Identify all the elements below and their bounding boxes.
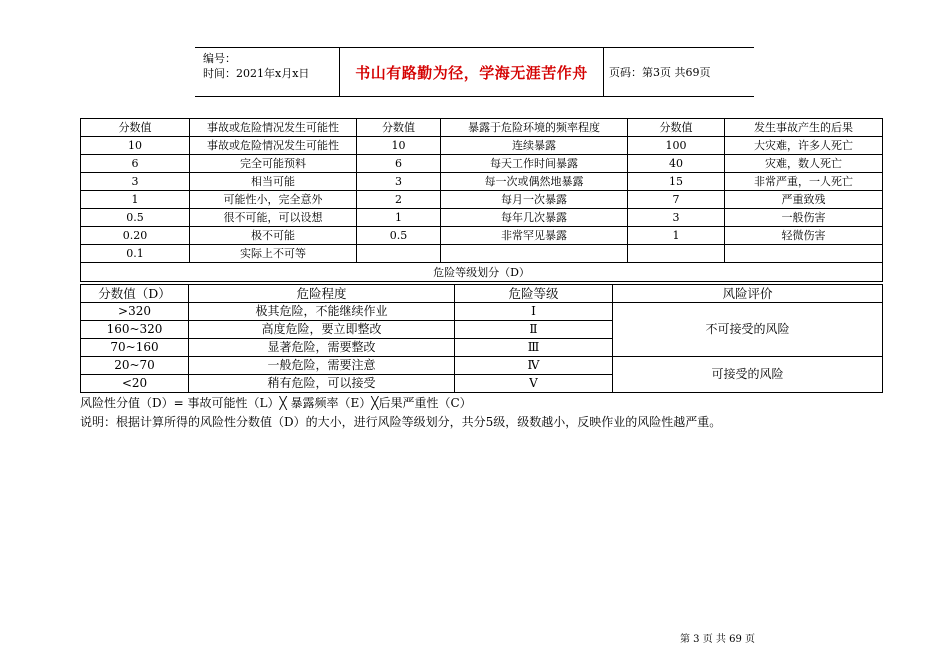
table-cell: 7 bbox=[628, 191, 725, 209]
table-cell: 3 bbox=[628, 209, 725, 227]
header-cell: 暴露于危险环境的频率程度 bbox=[441, 119, 628, 137]
table-cell bbox=[725, 245, 883, 263]
table-header-row bbox=[81, 119, 883, 137]
table-cell: 连续暴露 bbox=[441, 137, 628, 155]
table-cell: 极其危险，不能继续作业 bbox=[189, 303, 455, 321]
formula-text: 风险性分值（D）= 事故可能性（L）╳ 暴露频率（E）╳后果严重性（C） bbox=[80, 396, 472, 410]
table-cell: 非常罕见暴露 bbox=[441, 227, 628, 245]
table-row bbox=[81, 191, 883, 209]
table-cell: 每一次或偶然地暴露 bbox=[441, 173, 628, 191]
table-cell: Ⅲ bbox=[455, 339, 613, 357]
eval-acceptable: 可接受的风险 bbox=[613, 357, 883, 393]
table-cell: 严重致残 bbox=[725, 191, 883, 209]
header-cell: 分数值 bbox=[357, 119, 441, 137]
table-cell: 10 bbox=[357, 137, 441, 155]
header-cell: 危险等级 bbox=[455, 285, 613, 303]
table-cell: 极不可能 bbox=[190, 227, 357, 245]
table-row bbox=[81, 137, 883, 155]
table-row bbox=[81, 209, 883, 227]
score-table bbox=[80, 118, 883, 282]
table-cell: >320 bbox=[81, 303, 189, 321]
table-cell: 0.5 bbox=[357, 227, 441, 245]
table-cell: 可能性小，完全意外 bbox=[190, 191, 357, 209]
table-cell: 0.20 bbox=[81, 227, 190, 245]
grade-table-title: 危险等级划分（D） bbox=[81, 263, 883, 282]
table-cell: 每天工作时间暴露 bbox=[441, 155, 628, 173]
table-cell: 相当可能 bbox=[190, 173, 357, 191]
table-cell: 完全可能预料 bbox=[190, 155, 357, 173]
table-cell: 很不可能，可以设想 bbox=[190, 209, 357, 227]
header-cell: 发生事故产生的后果 bbox=[725, 119, 883, 137]
table-header-row bbox=[81, 285, 883, 303]
table-cell: 一般危险，需要注意 bbox=[189, 357, 455, 375]
table-cell: 1 bbox=[81, 191, 190, 209]
table-cell: 3 bbox=[81, 173, 190, 191]
table-cell: 1 bbox=[357, 209, 441, 227]
table-cell: 3 bbox=[357, 173, 441, 191]
table-cell: 稍有危险，可以接受 bbox=[189, 375, 455, 393]
time-label: 时间：2021年x月x日 bbox=[203, 67, 310, 80]
table-row bbox=[81, 173, 883, 191]
table-cell: 0.1 bbox=[81, 245, 190, 263]
table-cell: Ⅰ bbox=[455, 303, 613, 321]
header-cell: 分数值（D） bbox=[81, 285, 189, 303]
table-cell bbox=[357, 245, 441, 263]
table-row bbox=[81, 245, 883, 263]
table-cell bbox=[441, 245, 628, 263]
table-cell: 实际上不可等 bbox=[190, 245, 357, 263]
header-cell: 事故或危险情况发生可能性 bbox=[190, 119, 357, 137]
table-cell: <20 bbox=[81, 375, 189, 393]
grade-title-row bbox=[81, 263, 883, 282]
table-cell: 70~160 bbox=[81, 339, 189, 357]
table-cell: 10 bbox=[81, 137, 190, 155]
eval-unacceptable: 不可接受的风险 bbox=[613, 303, 883, 357]
table-row bbox=[81, 303, 883, 321]
table-cell: 显著危险，需要整改 bbox=[189, 339, 455, 357]
header-cell: 危险程度 bbox=[189, 285, 455, 303]
header-cell: 风险评价 bbox=[613, 285, 883, 303]
header-cell: 分数值 bbox=[81, 119, 190, 137]
table-row bbox=[81, 227, 883, 245]
table-cell: Ⅴ bbox=[455, 375, 613, 393]
motto: 书山有路勤为径，学海无涯苦作舟 bbox=[339, 48, 604, 96]
table-cell: 160~320 bbox=[81, 321, 189, 339]
table-cell: 每年几次暴露 bbox=[441, 209, 628, 227]
table-cell: 高度危险，要立即整改 bbox=[189, 321, 455, 339]
table-cell: 事故或危险情况发生可能性 bbox=[190, 137, 357, 155]
explanation-text: 说明：根据计算所得的风险性分数值（D）的大小，进行风险等级划分，共分5级，级数越小，反映作业的风险性越严重。 bbox=[80, 415, 722, 429]
table-cell: 15 bbox=[628, 173, 725, 191]
page-info: 页码：第3页 共69页 bbox=[609, 66, 711, 79]
table-cell: 6 bbox=[357, 155, 441, 173]
table-cell: 2 bbox=[357, 191, 441, 209]
header-cell: 分数值 bbox=[628, 119, 725, 137]
header-meta bbox=[195, 48, 339, 96]
table-cell: Ⅱ bbox=[455, 321, 613, 339]
table-row bbox=[81, 155, 883, 173]
serial-label: 编号： bbox=[203, 52, 236, 65]
table-cell: 一般伤害 bbox=[725, 209, 883, 227]
table-cell: 非常严重，一人死亡 bbox=[725, 173, 883, 191]
table-cell: 灾难，数人死亡 bbox=[725, 155, 883, 173]
page-header bbox=[195, 47, 754, 97]
table-cell: 20~70 bbox=[81, 357, 189, 375]
table-cell: 40 bbox=[628, 155, 725, 173]
grade-table bbox=[80, 284, 883, 393]
table-cell: Ⅳ bbox=[455, 357, 613, 375]
page-footer: 第 3 页 共 69 页 bbox=[680, 634, 755, 645]
table-cell: 每月一次暴露 bbox=[441, 191, 628, 209]
table-cell: 1 bbox=[628, 227, 725, 245]
table-cell: 6 bbox=[81, 155, 190, 173]
table-cell: 100 bbox=[628, 137, 725, 155]
table-cell: 轻微伤害 bbox=[725, 227, 883, 245]
table-cell: 0.5 bbox=[81, 209, 190, 227]
table-row bbox=[81, 357, 883, 375]
table-cell bbox=[628, 245, 725, 263]
table-cell: 大灾难，许多人死亡 bbox=[725, 137, 883, 155]
